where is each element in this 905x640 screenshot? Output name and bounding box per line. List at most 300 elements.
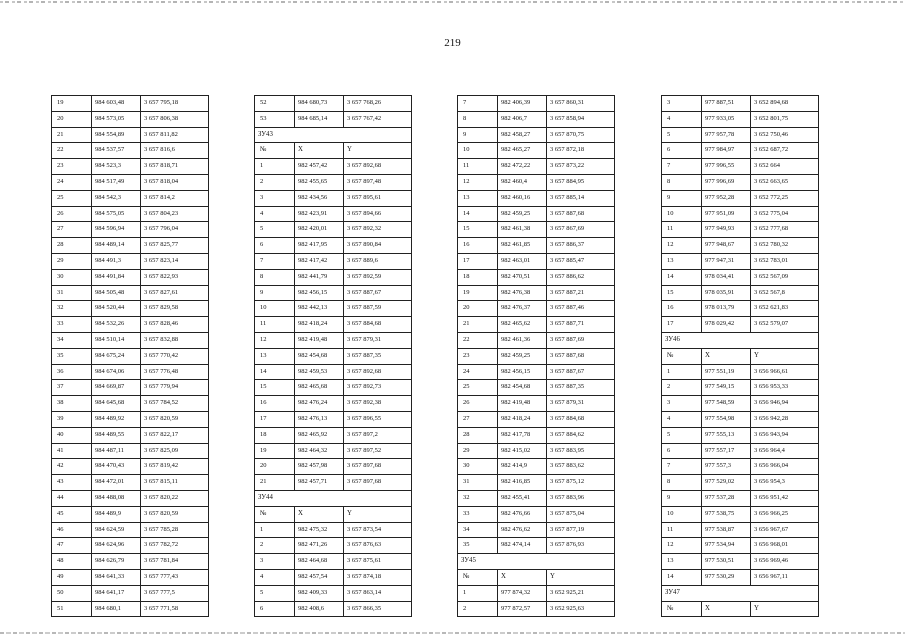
y-coordinate-cell: 3 657 866,35 — [344, 601, 412, 617]
point-number-cell: № — [255, 143, 295, 159]
point-number-cell: 19 — [255, 443, 295, 459]
x-coordinate-cell: 984 680,73 — [295, 96, 344, 112]
table-row — [458, 475, 615, 491]
table-row — [662, 238, 819, 254]
y-coordinate-cell: 3 652 579,07 — [751, 317, 819, 333]
x-coordinate-cell: 977 538,87 — [702, 522, 751, 538]
coordinates-table — [51, 95, 209, 617]
point-number-cell: 6 — [662, 443, 702, 459]
y-coordinate-cell: 3 657 829,58 — [141, 301, 209, 317]
table-row — [458, 538, 615, 554]
x-coordinate-cell: 984 537,57 — [92, 143, 141, 159]
table-row — [662, 490, 819, 506]
point-number-cell: № — [662, 601, 702, 617]
point-number-cell: 34 — [52, 332, 92, 348]
point-number-cell: 3 — [662, 96, 702, 112]
point-number-cell: 1 — [255, 522, 295, 538]
y-coordinate-cell: 3 657 827,61 — [141, 285, 209, 301]
x-coordinate-cell: 977 529,02 — [702, 475, 751, 491]
x-coordinate-cell: 984 575,05 — [92, 206, 141, 222]
table-row — [458, 396, 615, 412]
table-row — [52, 332, 209, 348]
x-coordinate-cell: 977 534,94 — [702, 538, 751, 554]
table-row — [662, 443, 819, 459]
table-row — [52, 538, 209, 554]
point-number-cell: 18 — [458, 269, 498, 285]
x-coordinate-cell: 982 476,66 — [498, 506, 547, 522]
x-coordinate-cell: 984 624,96 — [92, 538, 141, 554]
y-coordinate-cell: 3 657 885,47 — [547, 253, 615, 269]
y-coordinate-cell: 3 657 776,48 — [141, 364, 209, 380]
y-coordinate-cell: 3 656 967,67 — [751, 522, 819, 538]
y-coordinate-cell: 3 657 822,17 — [141, 427, 209, 443]
x-coordinate-cell: 984 489,92 — [92, 411, 141, 427]
x-coordinate-cell: 977 872,57 — [498, 601, 547, 617]
section-label: ЗУ44 — [255, 490, 412, 506]
x-coordinate-cell: 982 465,62 — [498, 317, 547, 333]
table-row — [662, 427, 819, 443]
y-coordinate-cell: 3 652 567,09 — [751, 269, 819, 285]
point-number-cell: 15 — [255, 380, 295, 396]
point-number-cell: 4 — [255, 569, 295, 585]
x-coordinate-cell: 982 454,68 — [295, 348, 344, 364]
y-coordinate-cell: Y — [344, 143, 412, 159]
table-row — [52, 475, 209, 491]
y-coordinate-cell: 3 657 825,77 — [141, 238, 209, 254]
header-row — [255, 143, 412, 159]
x-coordinate-cell: 982 417,78 — [498, 427, 547, 443]
point-number-cell: 7 — [662, 159, 702, 175]
table-row — [52, 127, 209, 143]
y-coordinate-cell: 3 657 894,66 — [344, 206, 412, 222]
point-number-cell: 35 — [52, 348, 92, 364]
y-coordinate-cell: 3 657 816,6 — [141, 143, 209, 159]
y-coordinate-cell: 3 657 814,2 — [141, 190, 209, 206]
point-number-cell: 46 — [52, 522, 92, 538]
y-coordinate-cell: 3 657 777,5 — [141, 585, 209, 601]
y-coordinate-cell: 3 652 567,8 — [751, 285, 819, 301]
point-number-cell: 13 — [255, 348, 295, 364]
table-row — [458, 238, 615, 254]
y-coordinate-cell: 3 657 823,14 — [141, 253, 209, 269]
x-coordinate-cell: 977 887,51 — [702, 96, 751, 112]
x-coordinate-cell: 984 603,48 — [92, 96, 141, 112]
table-row — [52, 253, 209, 269]
point-number-cell: 10 — [662, 506, 702, 522]
table-row — [458, 490, 615, 506]
point-number-cell: 9 — [662, 490, 702, 506]
x-coordinate-cell: 977 549,15 — [702, 380, 751, 396]
point-number-cell: 6 — [255, 238, 295, 254]
point-number-cell: 12 — [255, 332, 295, 348]
y-coordinate-cell: 3 657 825,09 — [141, 443, 209, 459]
header-row — [255, 506, 412, 522]
table-row — [52, 238, 209, 254]
x-coordinate-cell: 982 459,53 — [295, 364, 344, 380]
point-number-cell: 1 — [458, 585, 498, 601]
y-coordinate-cell: 3 657 883,62 — [547, 459, 615, 475]
y-coordinate-cell: 3 657 874,18 — [344, 569, 412, 585]
point-number-cell: 45 — [52, 506, 92, 522]
x-coordinate-cell: 982 409,33 — [295, 585, 344, 601]
point-number-cell: 22 — [458, 332, 498, 348]
point-number-cell: 48 — [52, 554, 92, 570]
y-coordinate-cell: 3 652 621,83 — [751, 301, 819, 317]
point-number-cell: 32 — [458, 490, 498, 506]
x-coordinate-cell: 984 674,06 — [92, 364, 141, 380]
point-number-cell: 32 — [52, 301, 92, 317]
point-number-cell: 6 — [255, 601, 295, 617]
point-number-cell: 23 — [52, 159, 92, 175]
point-number-cell: 21 — [255, 475, 295, 491]
point-number-cell: 37 — [52, 380, 92, 396]
point-number-cell: 23 — [458, 348, 498, 364]
x-coordinate-cell: 982 476,24 — [295, 396, 344, 412]
point-number-cell: 5 — [255, 222, 295, 238]
x-coordinate-cell: 978 035,91 — [702, 285, 751, 301]
y-coordinate-cell: 3 657 896,55 — [344, 411, 412, 427]
coordinates-table — [457, 95, 615, 617]
y-coordinate-cell: 3 657 887,68 — [547, 206, 615, 222]
x-coordinate-cell: 982 423,91 — [295, 206, 344, 222]
table-row — [662, 159, 819, 175]
point-number-cell: 6 — [662, 143, 702, 159]
point-number-cell: 4 — [255, 206, 295, 222]
point-number-cell: 14 — [255, 364, 295, 380]
point-number-cell: 7 — [662, 459, 702, 475]
point-number-cell: 35 — [458, 538, 498, 554]
y-coordinate-cell: 3 657 777,43 — [141, 569, 209, 585]
x-coordinate-cell: 982 463,01 — [498, 253, 547, 269]
header-row — [662, 348, 819, 364]
x-coordinate-cell: 982 418,24 — [498, 411, 547, 427]
point-number-cell: 19 — [458, 285, 498, 301]
table-row — [255, 190, 412, 206]
y-coordinate-cell: 3 657 806,38 — [141, 111, 209, 127]
y-coordinate-cell: 3 657 870,75 — [547, 127, 615, 143]
y-coordinate-cell: 3 657 828,46 — [141, 317, 209, 333]
section-row — [458, 554, 615, 570]
point-number-cell: 26 — [458, 396, 498, 412]
point-number-cell: 11 — [255, 317, 295, 333]
x-coordinate-cell: 982 414,9 — [498, 459, 547, 475]
point-number-cell: 20 — [458, 301, 498, 317]
y-coordinate-cell: 3 657 892,68 — [344, 364, 412, 380]
table-row — [52, 427, 209, 443]
table-row — [662, 317, 819, 333]
y-coordinate-cell: 3 657 876,63 — [344, 538, 412, 554]
x-coordinate-cell: 984 491,84 — [92, 269, 141, 285]
table-row — [255, 364, 412, 380]
point-number-cell: 12 — [662, 238, 702, 254]
table-row — [662, 206, 819, 222]
table-row — [458, 190, 615, 206]
point-number-cell: 16 — [662, 301, 702, 317]
point-number-cell: 25 — [52, 190, 92, 206]
section-label: ЗУ43 — [255, 127, 412, 143]
table-row — [255, 411, 412, 427]
x-coordinate-cell: 982 454,68 — [498, 380, 547, 396]
point-number-cell: 18 — [255, 427, 295, 443]
table-row — [52, 174, 209, 190]
y-coordinate-cell: 3 657 782,72 — [141, 538, 209, 554]
point-number-cell: 10 — [662, 206, 702, 222]
point-number-cell: 41 — [52, 443, 92, 459]
table-row — [52, 554, 209, 570]
table-row — [662, 190, 819, 206]
point-number-cell: 39 — [52, 411, 92, 427]
table-row — [662, 127, 819, 143]
point-number-cell: 14 — [662, 269, 702, 285]
section-row — [255, 127, 412, 143]
y-coordinate-cell: 3 657 872,18 — [547, 143, 615, 159]
x-coordinate-cell: 984 626,79 — [92, 554, 141, 570]
y-coordinate-cell: 3 657 897,52 — [344, 443, 412, 459]
table-row — [458, 348, 615, 364]
table-row — [255, 174, 412, 190]
point-number-cell: 30 — [458, 459, 498, 475]
x-coordinate-cell: 977 957,78 — [702, 127, 751, 143]
x-coordinate-cell: 982 457,71 — [295, 475, 344, 491]
x-coordinate-cell: 977 996,69 — [702, 174, 751, 190]
table-row — [662, 111, 819, 127]
x-coordinate-cell: 982 434,56 — [295, 190, 344, 206]
point-number-cell: 3 — [255, 554, 295, 570]
x-coordinate-cell: 982 455,41 — [498, 490, 547, 506]
point-number-cell: 5 — [662, 127, 702, 143]
y-coordinate-cell: 3 656 943,94 — [751, 427, 819, 443]
x-coordinate-cell: 984 491,3 — [92, 253, 141, 269]
table-row — [52, 569, 209, 585]
y-coordinate-cell: 3 657 818,71 — [141, 159, 209, 175]
table-row — [255, 601, 412, 617]
y-coordinate-cell: 3 657 897,68 — [344, 475, 412, 491]
table-row — [662, 554, 819, 570]
x-coordinate-cell: 982 461,36 — [498, 332, 547, 348]
point-number-cell: 33 — [52, 317, 92, 333]
y-coordinate-cell: Y — [751, 601, 819, 617]
point-number-cell: 13 — [662, 554, 702, 570]
table-row — [255, 459, 412, 475]
x-coordinate-cell: 984 641,17 — [92, 585, 141, 601]
y-coordinate-cell: 3 657 811,82 — [141, 127, 209, 143]
x-coordinate-cell: 982 459,25 — [498, 348, 547, 364]
point-number-cell: 20 — [52, 111, 92, 127]
point-number-cell: 2 — [255, 174, 295, 190]
y-coordinate-cell: 3 657 887,67 — [344, 285, 412, 301]
table-row — [458, 427, 615, 443]
section-row — [255, 490, 412, 506]
x-coordinate-cell: 984 505,48 — [92, 285, 141, 301]
x-coordinate-cell: 982 464,32 — [295, 443, 344, 459]
x-coordinate-cell: 982 417,42 — [295, 253, 344, 269]
point-number-cell: 38 — [52, 396, 92, 412]
point-number-cell: 14 — [662, 569, 702, 585]
x-coordinate-cell: X — [295, 143, 344, 159]
x-coordinate-cell: 984 489,14 — [92, 238, 141, 254]
point-number-cell: 8 — [662, 174, 702, 190]
x-coordinate-cell: 984 542,3 — [92, 190, 141, 206]
point-number-cell: 8 — [458, 111, 498, 127]
x-coordinate-cell: 982 472,22 — [498, 159, 547, 175]
x-coordinate-cell: X — [295, 506, 344, 522]
x-coordinate-cell: 982 476,37 — [498, 301, 547, 317]
table-row — [52, 111, 209, 127]
y-coordinate-cell: 3 657 887,35 — [547, 380, 615, 396]
point-number-cell: 14 — [458, 206, 498, 222]
x-coordinate-cell: 977 530,29 — [702, 569, 751, 585]
point-number-cell: 31 — [458, 475, 498, 491]
table-row — [662, 174, 819, 190]
y-coordinate-cell: 3 657 887,46 — [547, 301, 615, 317]
table-row — [52, 348, 209, 364]
y-coordinate-cell: 3 657 883,96 — [547, 490, 615, 506]
table-row — [255, 538, 412, 554]
x-coordinate-cell: 977 551,19 — [702, 364, 751, 380]
point-number-cell: 12 — [662, 538, 702, 554]
y-coordinate-cell: 3 657 887,71 — [547, 317, 615, 333]
table-row — [52, 96, 209, 112]
section-label: ЗУ47 — [662, 585, 819, 601]
table-row — [255, 522, 412, 538]
table-row — [662, 522, 819, 538]
point-number-cell: 4 — [662, 411, 702, 427]
y-coordinate-cell: 3 657 767,42 — [344, 111, 412, 127]
y-coordinate-cell: 3 652 783,01 — [751, 253, 819, 269]
table-row — [255, 585, 412, 601]
table-row — [458, 411, 615, 427]
table-row — [458, 601, 615, 617]
y-coordinate-cell: 3 652 925,21 — [547, 585, 615, 601]
table-row — [458, 506, 615, 522]
x-coordinate-cell: 982 457,42 — [295, 159, 344, 175]
y-coordinate-cell: 3 652 894,68 — [751, 96, 819, 112]
x-coordinate-cell: 977 996,55 — [702, 159, 751, 175]
y-coordinate-cell: 3 657 887,68 — [547, 348, 615, 364]
point-number-cell: 28 — [458, 427, 498, 443]
x-coordinate-cell: 977 555,13 — [702, 427, 751, 443]
y-coordinate-cell: 3 657 858,94 — [547, 111, 615, 127]
coordinates-column-3 — [457, 95, 615, 617]
y-coordinate-cell: 3 657 897,2 — [344, 427, 412, 443]
x-coordinate-cell: 982 465,68 — [295, 380, 344, 396]
x-coordinate-cell: X — [702, 601, 751, 617]
y-coordinate-cell: 3 657 815,11 — [141, 475, 209, 491]
y-coordinate-cell: 3 656 964,4 — [751, 443, 819, 459]
page-number: 219 — [444, 37, 461, 49]
x-coordinate-cell: 982 406,39 — [498, 96, 547, 112]
point-number-cell: 27 — [458, 411, 498, 427]
table-row — [458, 332, 615, 348]
table-row — [52, 506, 209, 522]
coordinates-column-2 — [254, 95, 412, 617]
table-row — [255, 427, 412, 443]
table-row — [255, 396, 412, 412]
y-coordinate-cell: 3 652 780,32 — [751, 238, 819, 254]
x-coordinate-cell: 982 458,27 — [498, 127, 547, 143]
point-number-cell: № — [255, 506, 295, 522]
point-number-cell: 15 — [458, 222, 498, 238]
y-coordinate-cell: 3 657 796,04 — [141, 222, 209, 238]
table-row — [662, 253, 819, 269]
x-coordinate-cell: 982 442,13 — [295, 301, 344, 317]
table-row — [255, 569, 412, 585]
y-coordinate-cell: 3 657 819,42 — [141, 459, 209, 475]
x-coordinate-cell: 982 457,54 — [295, 569, 344, 585]
point-number-cell: 2 — [662, 380, 702, 396]
table-row — [255, 443, 412, 459]
point-number-cell: 11 — [458, 159, 498, 175]
y-coordinate-cell: 3 657 879,31 — [344, 332, 412, 348]
point-number-cell: 26 — [52, 206, 92, 222]
point-number-cell: 8 — [255, 269, 295, 285]
x-coordinate-cell: 984 669,87 — [92, 380, 141, 396]
y-coordinate-cell: 3 656 967,11 — [751, 569, 819, 585]
table-row — [52, 285, 209, 301]
x-coordinate-cell: 977 949,93 — [702, 222, 751, 238]
x-coordinate-cell: 984 523,3 — [92, 159, 141, 175]
point-number-cell: 10 — [458, 143, 498, 159]
table-row — [255, 111, 412, 127]
x-coordinate-cell: 982 476,62 — [498, 522, 547, 538]
point-number-cell: 28 — [52, 238, 92, 254]
point-number-cell: 5 — [255, 585, 295, 601]
table-row — [458, 127, 615, 143]
table-row — [458, 585, 615, 601]
table-row — [458, 285, 615, 301]
y-coordinate-cell: 3 657 781,84 — [141, 554, 209, 570]
y-coordinate-cell: 3 652 801,75 — [751, 111, 819, 127]
table-row — [458, 174, 615, 190]
point-number-cell: 49 — [52, 569, 92, 585]
table-row — [52, 364, 209, 380]
table-row — [52, 190, 209, 206]
y-coordinate-cell: 3 657 820,59 — [141, 411, 209, 427]
y-coordinate-cell: 3 657 784,52 — [141, 396, 209, 412]
y-coordinate-cell: 3 657 892,38 — [344, 396, 412, 412]
x-coordinate-cell: 977 933,05 — [702, 111, 751, 127]
y-coordinate-cell: 3 657 890,84 — [344, 238, 412, 254]
table-row — [662, 459, 819, 475]
table-row — [52, 459, 209, 475]
x-coordinate-cell: 984 510,14 — [92, 332, 141, 348]
x-coordinate-cell: 984 472,01 — [92, 475, 141, 491]
point-number-cell: 5 — [662, 427, 702, 443]
table-row — [458, 143, 615, 159]
point-number-cell: 8 — [662, 475, 702, 491]
y-coordinate-cell: 3 657 884,68 — [547, 411, 615, 427]
x-coordinate-cell: 977 874,32 — [498, 585, 547, 601]
x-coordinate-cell: 982 474,14 — [498, 538, 547, 554]
table-row — [662, 301, 819, 317]
x-coordinate-cell: 984 685,14 — [295, 111, 344, 127]
table-row — [458, 459, 615, 475]
y-coordinate-cell: 3 657 892,68 — [344, 159, 412, 175]
table-row — [458, 159, 615, 175]
table-row — [52, 443, 209, 459]
point-number-cell: 29 — [458, 443, 498, 459]
table-row — [255, 285, 412, 301]
x-coordinate-cell: 977 948,67 — [702, 238, 751, 254]
y-coordinate-cell: 3 657 887,67 — [547, 364, 615, 380]
coordinates-table — [254, 95, 412, 617]
y-coordinate-cell: 3 657 887,69 — [547, 332, 615, 348]
x-coordinate-cell: 982 476,13 — [295, 411, 344, 427]
y-coordinate-cell: 3 656 946,94 — [751, 396, 819, 412]
point-number-cell: 17 — [255, 411, 295, 427]
y-coordinate-cell: 3 652 750,46 — [751, 127, 819, 143]
y-coordinate-cell: 3 657 876,93 — [547, 538, 615, 554]
